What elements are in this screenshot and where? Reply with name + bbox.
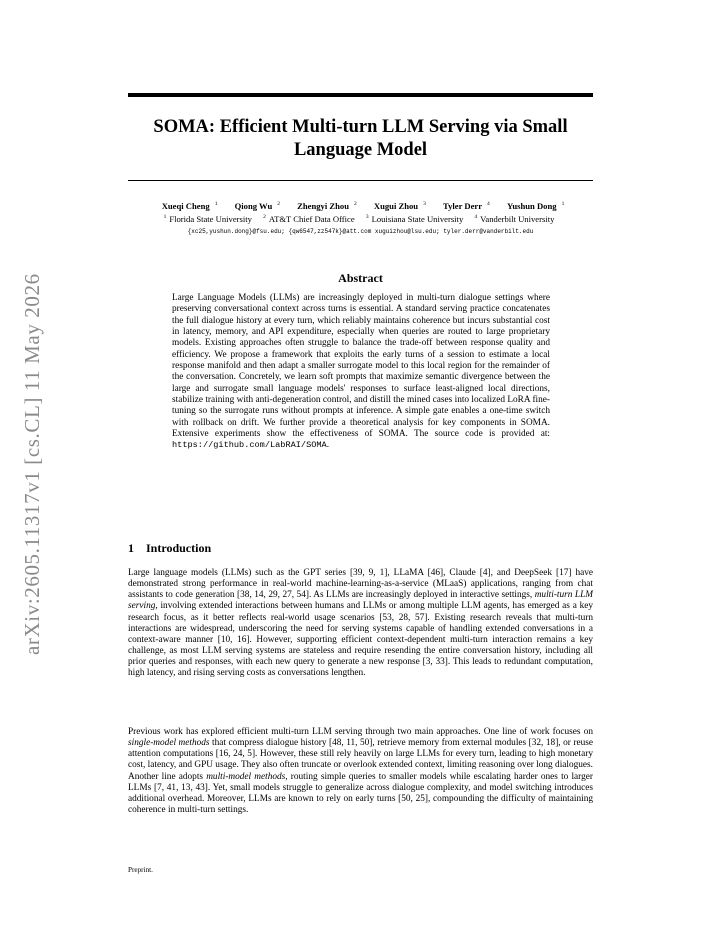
affiliation: $^4$ Vanderbilt University [474, 214, 555, 225]
arxiv-stamp-text: arXiv:2605.11317v1 [cs.CL] 11 May 2026 [20, 273, 44, 655]
author: Zhengyi Zhou $^2$ [297, 200, 357, 211]
section-number: 1 [128, 541, 134, 555]
abstract-body: Large Language Models (LLMs) are increasingly deployed in multi-turn dialogue settings where preserving conversational context across turns is essential. A standard serving practice concatenates the full dialogue history at every turn, which reliably maintains coherence but incurs substantial cost in latency, memory, and API expenditure, especially when queries are routed to large proprietary models. Existing approaches often struggle to balance the trade-off between response quality and efficiency. We propose a framework that exploits the early turns of a session to estimate a local response manifold and then adapt a smaller surrogate model to this local region for the remainder of the conversation. Concretely, we learn soft prompts that maximize semantic divergence between the large and surrogate small language models' responses to surface least-aligned local directions, stabilize training with anti-degeneration control, and distill the mined cases into localized LoRA fine-tuning so the surrogate runs without prompts at inference. A simple gate enables a one-time switch with rollback on drift. We further provide a theoretical analysis for key components in SOMA. Extensive experiments show the effectiveness of SOMA. The source code is provided at: https://github.com/LabRAI/SOMA. [172, 293, 550, 451]
emphasis-term: multi-model methods [206, 771, 286, 782]
author: Tyler Derr $^4$ [442, 200, 490, 211]
affiliation: $^2$ AT&T Chief Data Office [263, 214, 355, 225]
author-affiliations [120, 212, 601, 225]
author: Xugui Zhou $^3$ [373, 200, 426, 211]
author: Yushun Dong $^1$ [506, 200, 565, 211]
author-block [120, 199, 601, 238]
preprint-footer: Preprint. [128, 866, 153, 874]
intro-paragraph-2: Previous work has explored efficient multi-turn LLM serving through two main approaches. One line of work focuses on single-model methods that compress dialogue history [48, 11, 50], retrieve memory from external modules [32, 18], or reuse attention computations [16, 24, 5]. However, these still rely heavily on large LLMs for every turn, leading to high monetary cost, latency, and GPU usage. They also often truncate or overlook extended context, limiting reasoning over long dialogues. Another line adopts multi-model methods, routing simple queries to smaller models while escalating harder ones to larger LLMs [7, 41, 13, 43]. Yet, small models struggle to generalize across dialogue complexity, and model switching introduces additional overhead. Moreover, LLMs are known to rely on early turns [50, 25], compounding the difficulty of maintaining coherence in multi-turn settings. [128, 727, 593, 816]
paper-title: SOMA: Efficient Multi-turn LLM Serving via Small Language Model [153, 117, 568, 160]
author: Qiong Wu $^2$ [234, 200, 280, 211]
author-emails: {xc25,yushun.dong}@fsu.edu; {qw6547,zz547k}@att.com xuguizhou@lsu.edu; tyler.derr@vanderbilt.edu [187, 227, 534, 235]
arxiv-identifier-stamp [18, 255, 42, 655]
section-title: Introduction [146, 541, 212, 555]
author-names [120, 199, 601, 212]
title-bottom-rule [128, 180, 593, 181]
affiliation: $^3$ Louisiana State University [365, 214, 464, 225]
affiliation: $^1$ Florida State University [163, 214, 252, 225]
emphasis-term: single-model methods [128, 738, 210, 749]
author: Xueqi Cheng $^1$ [161, 200, 218, 211]
abstract-heading: Abstract [338, 271, 383, 285]
emphasis-term: multi-turn LLM serving [128, 590, 593, 612]
source-code-link[interactable]: https://github.com/LabRAI/SOMA [172, 440, 327, 451]
title-top-rule [128, 93, 593, 97]
section-heading [128, 541, 211, 556]
intro-paragraph-1: Large language models (LLMs) such as the GPT series [39, 9, 1], LLaMA [46], Claude [4], and DeepSeek [17] have demonstrated strong performance in real-world machine-learning-as-a-service (MLaaS) applications, ranging from chat assistants to code generation [38, 14, 29, 27, 54]. As LLMs are increasingly deployed in interactive settings, multi-turn LLM serving, involving extended interactions between humans and LLMs or among multiple LLM agents, has emerged as a key research focus, as it better reflects real-world usage scenarios [53, 28, 57]. Existing research reveals that multi-turn interactions are widespread, underscoring the need for serving systems capable of handling extended conversations in a context-aware manner [10, 16]. However, supporting efficient context-dependent multi-turn interaction remains a key challenge, as most LLM serving systems are stateless and require resending the entire conversation history, including all prior queries and responses, with each new query to generate a new response [3, 33]. This leads to redundant computation, high latency, and rising serving costs as conversations lengthen. [128, 568, 593, 679]
abstract-text: Large Language Models (LLMs) are increasingly deployed in multi-turn dialogue settings where preserving conversational context across turns is essential. A standard serving practice concatenates the full dialogue history at every turn, which reliably maintains coherence but incurs substantial cost in latency, memory, and API expenditure, especially when queries are routed to large proprietary models. Existing approaches often struggle to balance the trade-off between response quality and efficiency. We propose a framework that exploits the early turns of a session to estimate a local response manifold and then adapt a smaller surrogate model to this local region for the remainder of the conversation. Concretely, we learn soft prompts that maximize semantic divergence between the large and surrogate small language models' responses to surface least-aligned local directions, stabilize training with anti-degeneration control, and distill the mined cases into localized LoRA fine-tuning so the surrogate runs without prompts at inference. A simple gate enables a one-time switch with rollback on drift. We further provide a theoretical analysis for key components in SOMA. Extensive experiments show the effectiveness of SOMA. The source code is provided at: [172, 293, 550, 440]
